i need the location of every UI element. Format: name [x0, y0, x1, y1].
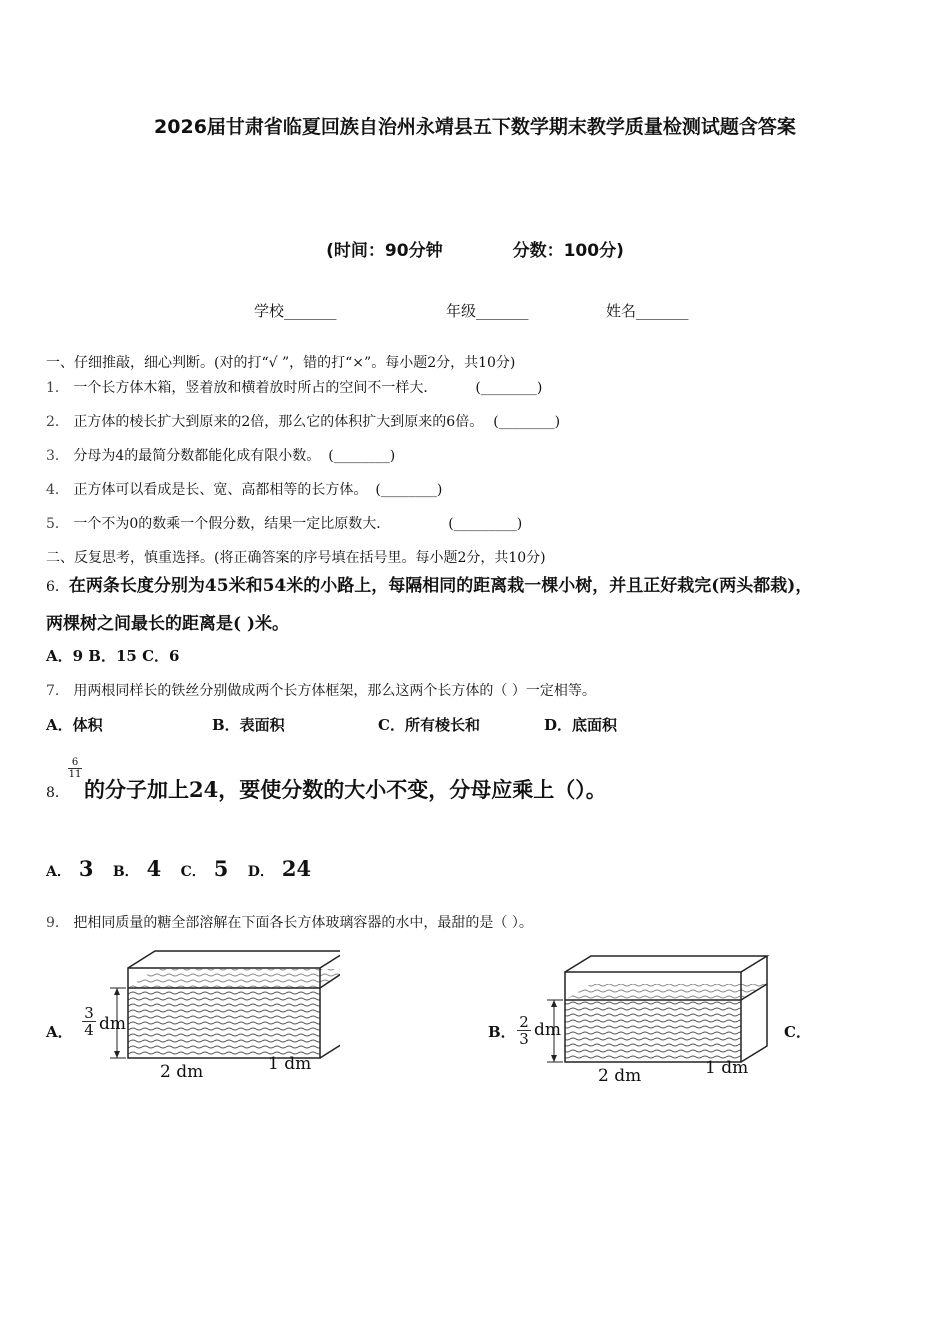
q8-option-a[interactable]: A． 3 [46, 856, 94, 881]
question-6-line1: 6．在两条长度分别为45米和54米的小路上，每隔相同的距离栽一棵小树，并且正好栽完(两头都栽)， [46, 576, 813, 596]
fraction-6-11: 6 11 [68, 757, 82, 780]
water-top [128, 969, 340, 988]
answer-blank[interactable]: (________) [375, 482, 443, 498]
grade-field[interactable]: 年级_______ [446, 302, 529, 320]
score-info: 分数：100分) [512, 241, 624, 261]
question-6-line2: 两棵树之间最长的距离是( )米。 [46, 614, 290, 634]
name-field[interactable]: 姓名_______ [606, 302, 689, 320]
page-title: 2026届甘肃省临夏回族自治州永靖县五下数学期末教学质量检测试题含答案 [154, 116, 796, 138]
question-8-number: 8． [46, 785, 69, 801]
question-2: 2． 正方体的棱长扩大到原来的2倍，那么它的体积扩大到原来的6倍。 (________) [46, 414, 561, 430]
q9-option-b[interactable]: B． [488, 1023, 516, 1041]
question-1: 1． 一个长方体木箱，竖着放和横着放时所占的空间不一样大． (________) [46, 380, 543, 396]
section1-heading: 一、仔细推敲，细心判断。(对的打“√ ”，错的打“×”。每小题2分，共10分) [46, 355, 516, 371]
q7-option-c[interactable]: C．所有棱长和 [378, 716, 480, 734]
q8-option-c[interactable]: C． 5 [180, 856, 229, 881]
q7-option-a[interactable]: A．体积 [46, 716, 103, 734]
time-info: (时间：90分钟 [326, 241, 443, 261]
answer-blank[interactable]: (________) [475, 380, 543, 396]
question-8-text: 的分子加上24，要使分数的大小不变，分母应乘上（）。 [84, 777, 607, 802]
fig-a-height-fraction: 3 4 [82, 1005, 96, 1038]
fig-b-length: 2 dm [598, 1066, 642, 1086]
section2-heading: 二、反复思考，慎重选择。(将正确答案的序号填在括号里。每小题2分，共10分) [46, 550, 546, 566]
question-5: 5． 一个不为0的数乘一个假分数，结果一定比原数大． (_________) [46, 516, 523, 532]
fig-b-height-unit: dm [534, 1020, 562, 1040]
q8-option-b[interactable]: B． 4 [112, 856, 162, 881]
water-front [565, 1000, 741, 1062]
exam-meta [0, 236, 950, 261]
q9-option-c[interactable]: C． [784, 1023, 811, 1041]
water-front [128, 988, 320, 1058]
question-7: 7． 用两根同样长的铁丝分别做成两个长方体框架，那么这两个长方体的（ ）一定相等。 [46, 683, 596, 699]
question-9: 9． 把相同质量的糖全部溶解在下面各长方体玻璃容器的水中，最甜的是（ ）。 [46, 915, 533, 931]
q9-option-a[interactable]: A． [46, 1023, 73, 1041]
fig-a-height-unit: dm [99, 1014, 127, 1034]
school-field[interactable]: 学校_______ [254, 302, 337, 320]
water-top [565, 984, 767, 1000]
q7-option-b[interactable]: B．表面积 [212, 716, 285, 734]
answer-blank[interactable]: (________) [328, 448, 396, 464]
question-4: 4． 正方体可以看成是长、宽、高都相等的长方体。 (________) [46, 482, 443, 498]
answer-blank[interactable]: (________) [493, 414, 561, 430]
fig-a-width: 1 dm [268, 1054, 312, 1074]
q7-option-d[interactable]: D．底面积 [544, 716, 618, 734]
q8-option-d[interactable]: D． 24 [247, 856, 312, 881]
question-6-options[interactable]: A．9 B．15 C．6 [46, 647, 180, 665]
fig-b-height-fraction: 2 3 [517, 1014, 531, 1047]
answer-blank[interactable]: (_________) [448, 516, 523, 532]
container-figure-b [510, 952, 770, 1072]
question-8-options [46, 856, 311, 881]
question-3: 3． 分母为4的最简分数都能化成有限小数。 (________) [46, 448, 396, 464]
fig-a-length: 2 dm [160, 1062, 204, 1082]
fig-b-width: 1 dm [705, 1058, 749, 1078]
